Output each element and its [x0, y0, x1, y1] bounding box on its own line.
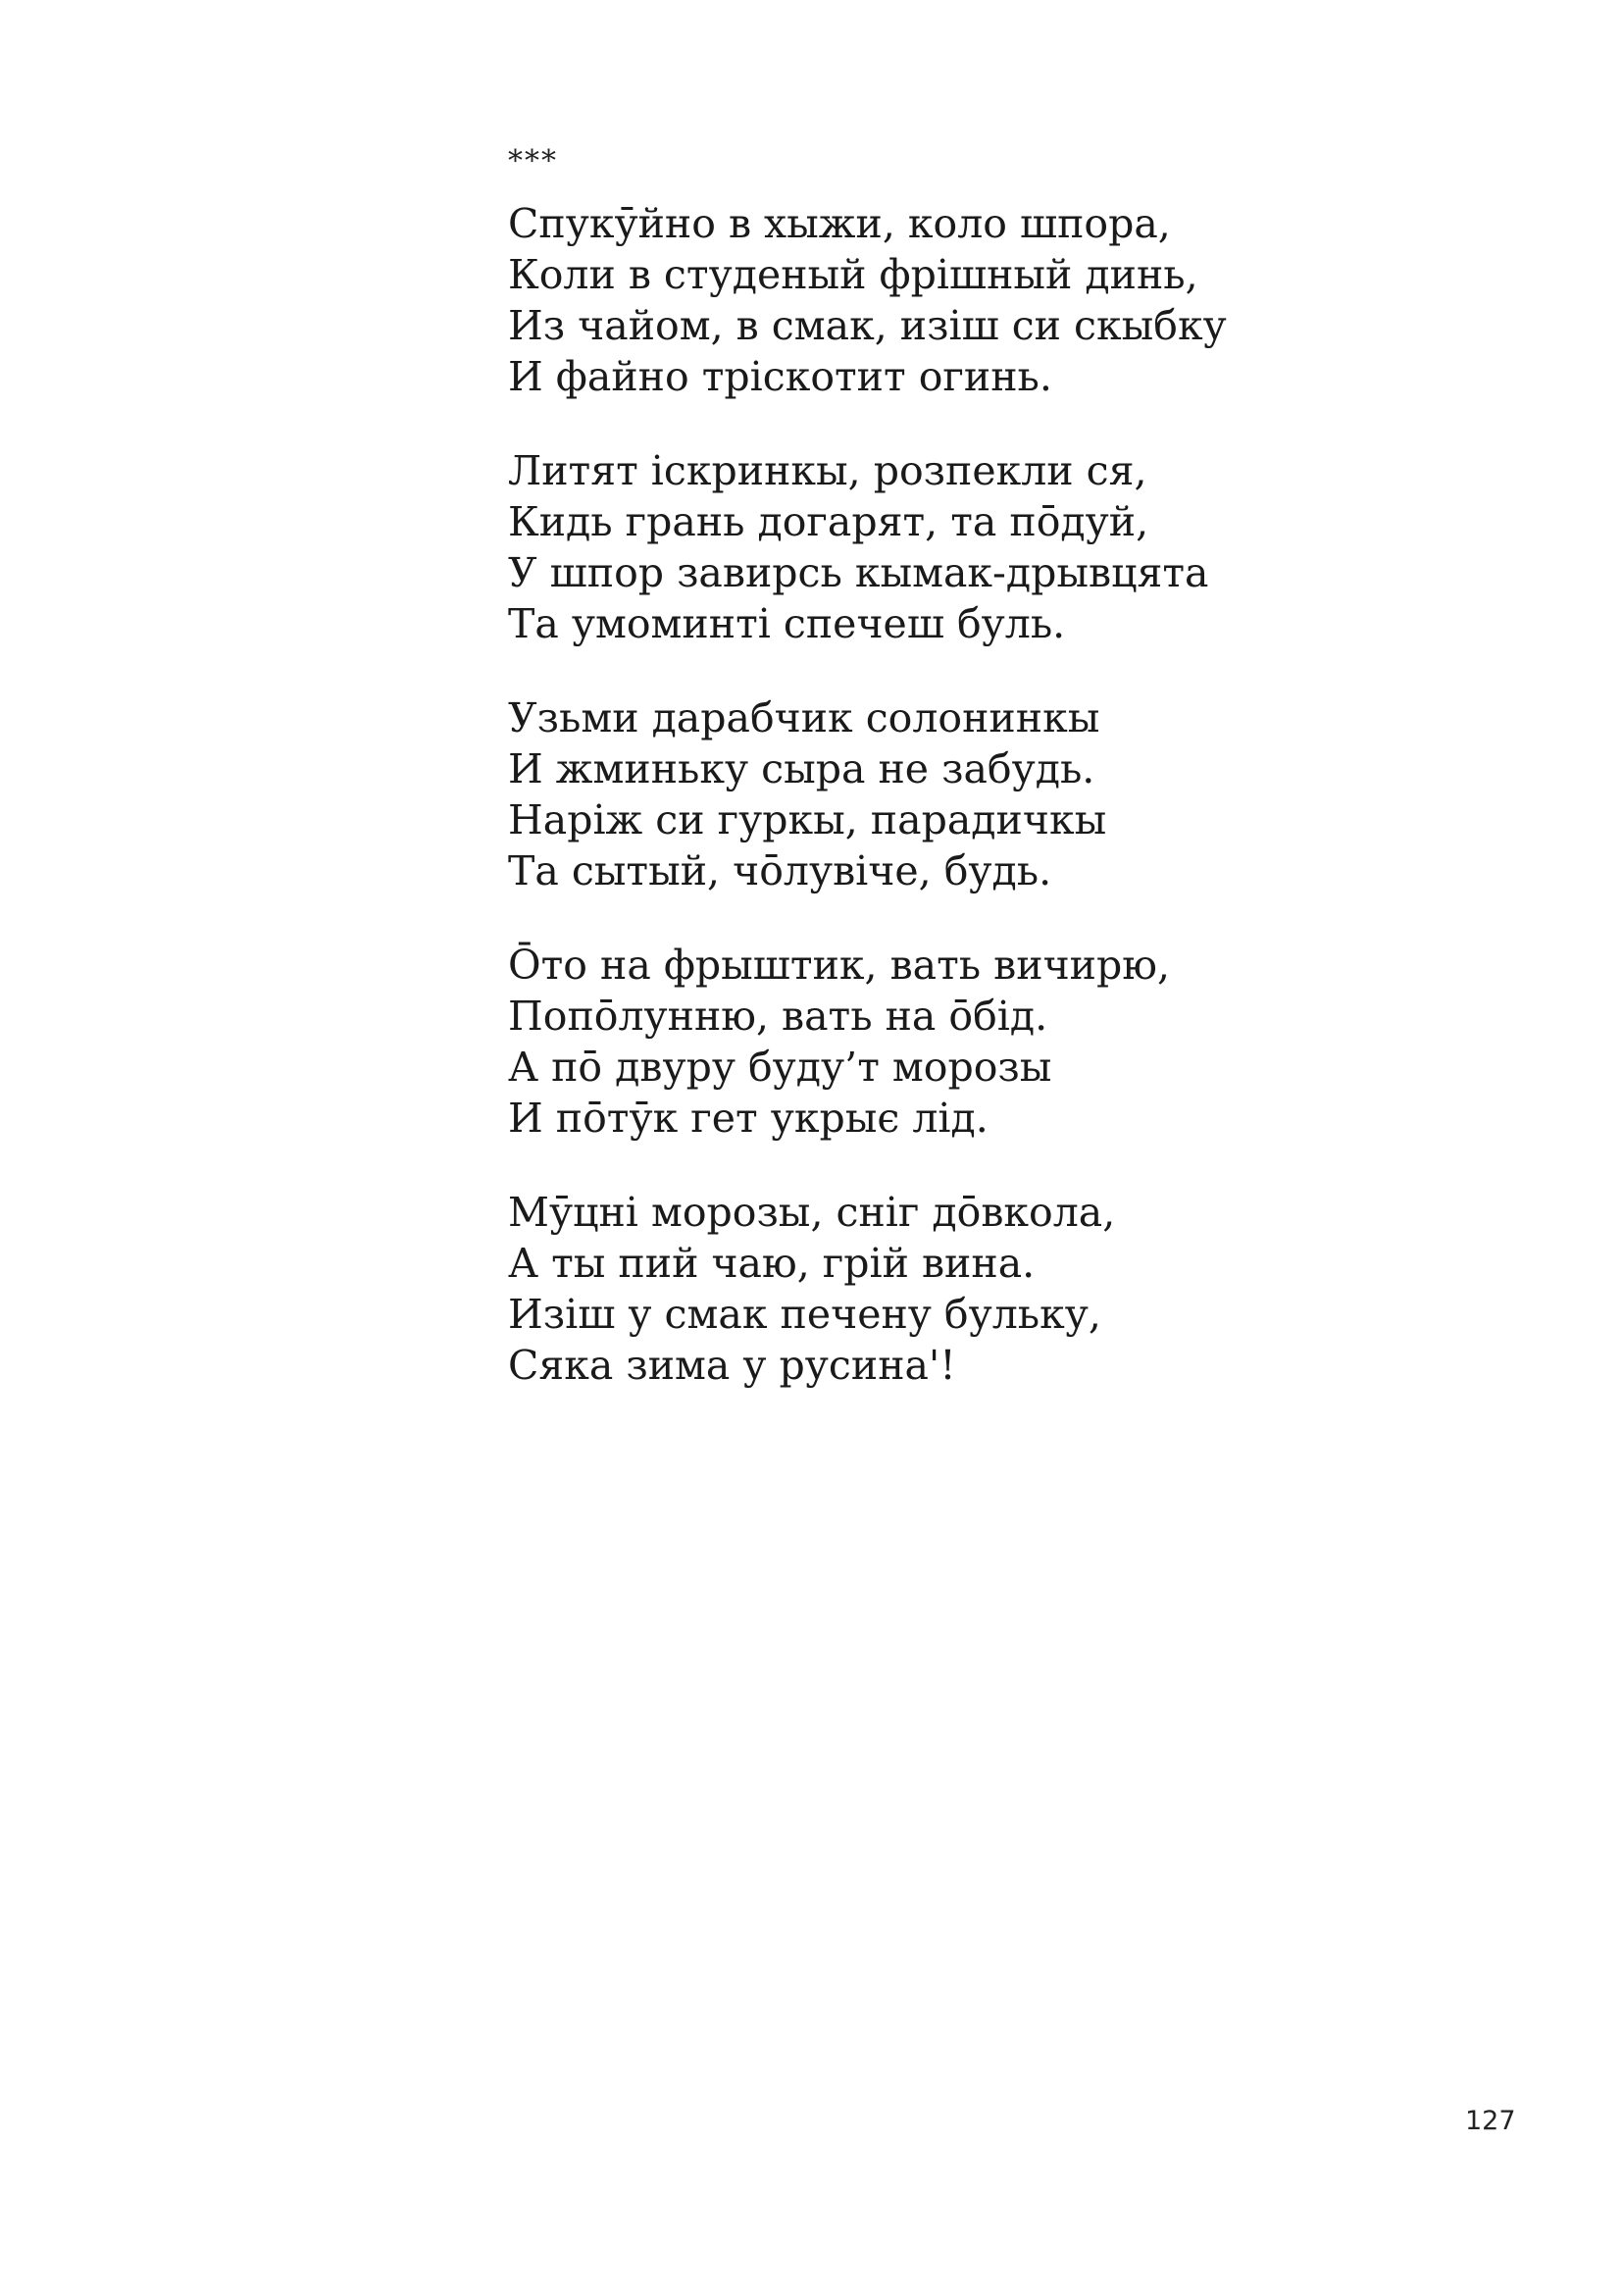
poem: [508, 144, 1489, 1434]
stanza-1: [508, 198, 1489, 402]
poem-line: И пōтӯк гет укрыє лід.: [508, 1095, 989, 1142]
poem-line: Изіш у смак печену бульку,: [508, 1291, 1101, 1338]
poem-line: Наріж си гуркы, парадичкы: [508, 796, 1107, 843]
poem-line: А пō двуру буду’т морозы: [508, 1044, 1052, 1091]
poem-line: Та умоминті спечеш буль.: [508, 600, 1066, 647]
page-number: 127: [1465, 2106, 1516, 2136]
stanza-3: [508, 692, 1489, 896]
poem-line: Попōлунню, вать на ōбід.: [508, 993, 1048, 1040]
poem-title-asterisks: ***: [508, 144, 558, 179]
poem-line: У шпор завирсь кымак-дрывцята: [508, 549, 1209, 596]
stanza-5: [508, 1187, 1489, 1391]
poem-line: Из чайом, в смак, изіш си скыбку: [508, 302, 1227, 349]
stanza-4: [508, 940, 1489, 1144]
poem-line: Кидь грань догарят, та пōдуй,: [508, 498, 1149, 545]
poem-line: Мӯцні морозы, сніг дōвкола,: [508, 1189, 1116, 1236]
poem-line: Литят іскринкы, розпекли ся,: [508, 447, 1147, 494]
poem-line: А ты пий чаю, грій вина.: [508, 1240, 1036, 1287]
poem-line: И файно тріскотит огинь.: [508, 353, 1052, 400]
poem-line: Узьми дарабчик солонинкы: [508, 694, 1100, 741]
poem-line: Та сытый, чōлувіче, будь.: [508, 847, 1052, 894]
stanza-2: [508, 445, 1489, 649]
poem-line: Коли в студеный фрішный динь,: [508, 251, 1198, 298]
poem-line: Спукӯйно в хыжи, коло шпора,: [508, 200, 1171, 247]
poem-line: И жминьку сыра не забудь.: [508, 745, 1095, 792]
poem-line: Ōто на фрыштик, вать вичирю,: [508, 942, 1170, 989]
poem-line: Сяка зима у русина'!: [508, 1342, 956, 1389]
